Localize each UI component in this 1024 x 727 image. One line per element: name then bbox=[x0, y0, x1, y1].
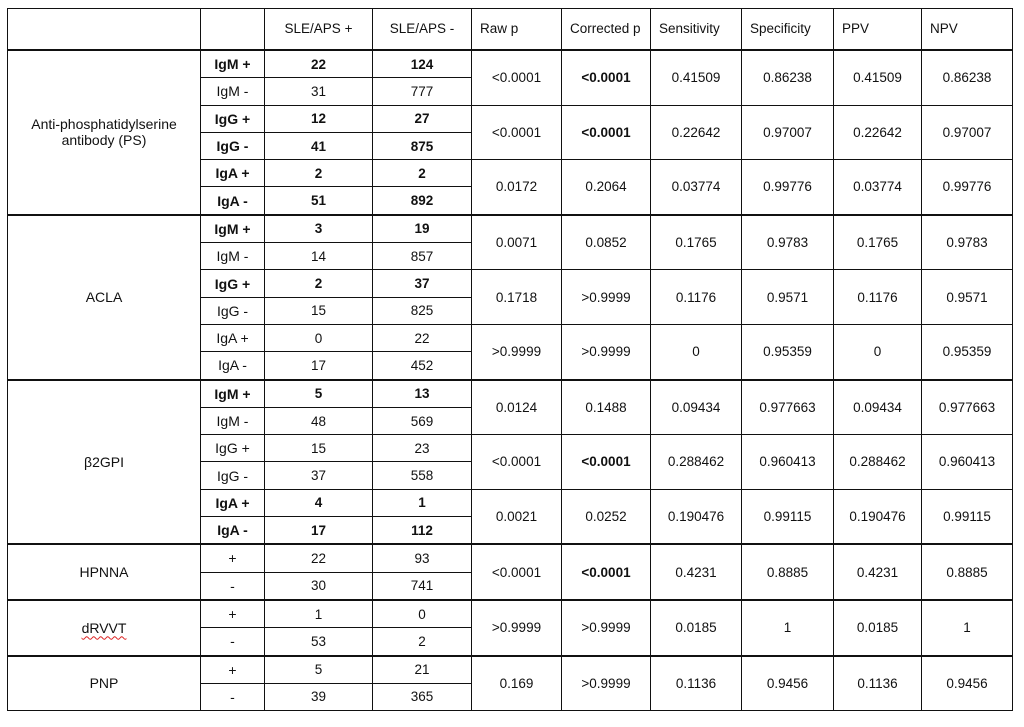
specificity-value: 0.99776 bbox=[742, 160, 834, 215]
sle-aps-neg-count: 741 bbox=[373, 572, 472, 600]
sle-aps-pos-count: 1 bbox=[265, 600, 373, 628]
header-corrected-p: Corrected p bbox=[562, 9, 651, 51]
sle-aps-pos-count: 17 bbox=[265, 352, 373, 380]
sensitivity-value: 0.4231 bbox=[651, 544, 742, 600]
specificity-value: 0.97007 bbox=[742, 105, 834, 160]
sle-aps-pos-count: 31 bbox=[265, 78, 373, 105]
group-name: Anti-phosphatidylserine antibody (PS) bbox=[31, 116, 177, 149]
sle-aps-pos-count: 14 bbox=[265, 243, 373, 270]
ppv-value: 0.190476 bbox=[834, 489, 922, 544]
header-sensitivity: Sensitivity bbox=[651, 9, 742, 51]
table-body bbox=[8, 50, 1013, 711]
marker-cell: IgM + bbox=[201, 215, 265, 243]
sle-aps-neg-count: 22 bbox=[373, 324, 472, 351]
specificity-value: 0.99115 bbox=[742, 489, 834, 544]
ppv-value: 0.09434 bbox=[834, 380, 922, 435]
sle-aps-neg-count: 569 bbox=[373, 407, 472, 434]
header-raw-p: Raw p bbox=[472, 9, 562, 51]
marker-cell: IgM - bbox=[201, 407, 265, 434]
npv-value: 0.9783 bbox=[922, 215, 1013, 270]
group-name: PNP bbox=[89, 675, 119, 692]
sle-aps-pos-count: 0 bbox=[265, 324, 373, 351]
sle-aps-pos-count: 51 bbox=[265, 187, 373, 215]
sensitivity-value: 0.41509 bbox=[651, 50, 742, 105]
raw-p-value: <0.0001 bbox=[472, 544, 562, 600]
sle-aps-pos-count: 30 bbox=[265, 572, 373, 600]
marker-cell: IgA + bbox=[201, 160, 265, 187]
sle-aps-pos-count: 5 bbox=[265, 380, 373, 408]
header-marker bbox=[201, 9, 265, 51]
sle-aps-pos-count: 22 bbox=[265, 50, 373, 78]
npv-value: 0.99115 bbox=[922, 489, 1013, 544]
header-specificity: Specificity bbox=[742, 9, 834, 51]
npv-value: 0.86238 bbox=[922, 50, 1013, 105]
group-name: ACLA bbox=[85, 289, 123, 306]
specificity-value: 0.9456 bbox=[742, 656, 834, 711]
table-row bbox=[8, 656, 1013, 684]
sensitivity-value: 0.03774 bbox=[651, 160, 742, 215]
group-name: dRVVT bbox=[81, 619, 127, 636]
sensitivity-value: 0.1176 bbox=[651, 270, 742, 325]
raw-p-value: <0.0001 bbox=[472, 105, 562, 160]
group-label bbox=[8, 380, 201, 545]
header-row bbox=[8, 9, 1013, 51]
marker-cell: IgM + bbox=[201, 50, 265, 78]
npv-value: 0.95359 bbox=[922, 324, 1013, 379]
specificity-value: 0.9571 bbox=[742, 270, 834, 325]
marker-cell: + bbox=[201, 600, 265, 628]
npv-value: 0.9571 bbox=[922, 270, 1013, 325]
sle-aps-pos-count: 15 bbox=[265, 435, 373, 462]
corrected-p-value: >0.9999 bbox=[562, 600, 651, 656]
ppv-value: 0 bbox=[834, 324, 922, 379]
raw-p-value: >0.9999 bbox=[472, 324, 562, 379]
sle-aps-pos-count: 5 bbox=[265, 656, 373, 684]
group-label bbox=[8, 656, 201, 711]
sensitivity-value: 0.190476 bbox=[651, 489, 742, 544]
sle-aps-neg-count: 93 bbox=[373, 544, 472, 572]
sle-aps-neg-count: 23 bbox=[373, 435, 472, 462]
sensitivity-value: 0.0185 bbox=[651, 600, 742, 656]
marker-cell: IgM - bbox=[201, 243, 265, 270]
ppv-value: 0.4231 bbox=[834, 544, 922, 600]
corrected-p-value: 0.1488 bbox=[562, 380, 651, 435]
header-sle-aps-neg: SLE/APS - bbox=[373, 9, 472, 51]
sensitivity-value: 0 bbox=[651, 324, 742, 379]
group-name: HPNNA bbox=[79, 564, 129, 581]
group-label bbox=[8, 50, 201, 215]
specificity-value: 0.960413 bbox=[742, 435, 834, 490]
sle-aps-neg-count: 558 bbox=[373, 462, 472, 489]
sle-aps-pos-count: 17 bbox=[265, 517, 373, 545]
ppv-value: 0.1136 bbox=[834, 656, 922, 711]
sle-aps-pos-count: 12 bbox=[265, 105, 373, 132]
corrected-p-value: <0.0001 bbox=[562, 544, 651, 600]
sensitivity-value: 0.1136 bbox=[651, 656, 742, 711]
marker-cell: IgG - bbox=[201, 297, 265, 324]
marker-cell: IgM + bbox=[201, 380, 265, 408]
marker-cell: IgG + bbox=[201, 435, 265, 462]
marker-cell: IgG + bbox=[201, 270, 265, 297]
sle-aps-neg-count: 19 bbox=[373, 215, 472, 243]
sle-aps-neg-count: 365 bbox=[373, 683, 472, 710]
raw-p-value: 0.0021 bbox=[472, 489, 562, 544]
ppv-value: 0.41509 bbox=[834, 50, 922, 105]
sle-aps-neg-count: 825 bbox=[373, 297, 472, 324]
sle-aps-neg-count: 777 bbox=[373, 78, 472, 105]
group-label bbox=[8, 600, 201, 656]
table-row bbox=[8, 600, 1013, 628]
sle-aps-neg-count: 2 bbox=[373, 628, 472, 656]
ppv-value: 0.03774 bbox=[834, 160, 922, 215]
sle-aps-neg-count: 892 bbox=[373, 187, 472, 215]
sle-aps-pos-count: 53 bbox=[265, 628, 373, 656]
raw-p-value: 0.1718 bbox=[472, 270, 562, 325]
corrected-p-value: 0.2064 bbox=[562, 160, 651, 215]
sle-aps-neg-count: 452 bbox=[373, 352, 472, 380]
sle-aps-pos-count: 41 bbox=[265, 132, 373, 159]
sle-aps-neg-count: 13 bbox=[373, 380, 472, 408]
corrected-p-value: >0.9999 bbox=[562, 270, 651, 325]
marker-cell: - bbox=[201, 628, 265, 656]
ppv-value: 0.0185 bbox=[834, 600, 922, 656]
table-row bbox=[8, 50, 1013, 78]
sle-aps-pos-count: 2 bbox=[265, 270, 373, 297]
raw-p-value: 0.0071 bbox=[472, 215, 562, 270]
marker-cell: IgA - bbox=[201, 187, 265, 215]
marker-cell: - bbox=[201, 572, 265, 600]
sle-aps-neg-count: 2 bbox=[373, 160, 472, 187]
marker-cell: + bbox=[201, 544, 265, 572]
sle-aps-neg-count: 0 bbox=[373, 600, 472, 628]
table-row bbox=[8, 380, 1013, 408]
corrected-p-value: 0.0852 bbox=[562, 215, 651, 270]
table-row bbox=[8, 215, 1013, 243]
specificity-value: 0.9783 bbox=[742, 215, 834, 270]
corrected-p-value: <0.0001 bbox=[562, 435, 651, 490]
ppv-value: 0.22642 bbox=[834, 105, 922, 160]
raw-p-value: 0.0172 bbox=[472, 160, 562, 215]
specificity-value: 0.977663 bbox=[742, 380, 834, 435]
marker-cell: - bbox=[201, 683, 265, 710]
marker-cell: IgM - bbox=[201, 78, 265, 105]
sle-aps-pos-count: 22 bbox=[265, 544, 373, 572]
marker-cell: + bbox=[201, 656, 265, 684]
group-label bbox=[8, 215, 201, 380]
specificity-value: 0.95359 bbox=[742, 324, 834, 379]
npv-value: 0.960413 bbox=[922, 435, 1013, 490]
header-npv: NPV bbox=[922, 9, 1013, 51]
header-group bbox=[8, 9, 201, 51]
sensitivity-value: 0.288462 bbox=[651, 435, 742, 490]
npv-value: 0.97007 bbox=[922, 105, 1013, 160]
raw-p-value: <0.0001 bbox=[472, 435, 562, 490]
sle-aps-neg-count: 27 bbox=[373, 105, 472, 132]
sle-aps-pos-count: 15 bbox=[265, 297, 373, 324]
sle-aps-neg-count: 112 bbox=[373, 517, 472, 545]
specificity-value: 0.86238 bbox=[742, 50, 834, 105]
raw-p-value: 0.169 bbox=[472, 656, 562, 711]
ppv-value: 0.288462 bbox=[834, 435, 922, 490]
header-sle-aps-pos: SLE/APS + bbox=[265, 9, 373, 51]
sle-aps-pos-count: 2 bbox=[265, 160, 373, 187]
corrected-p-value: 0.0252 bbox=[562, 489, 651, 544]
sle-aps-neg-count: 124 bbox=[373, 50, 472, 78]
specificity-value: 0.8885 bbox=[742, 544, 834, 600]
marker-cell: IgA - bbox=[201, 517, 265, 545]
sle-aps-pos-count: 39 bbox=[265, 683, 373, 710]
sle-aps-neg-count: 37 bbox=[373, 270, 472, 297]
sensitivity-value: 0.22642 bbox=[651, 105, 742, 160]
table-row bbox=[8, 544, 1013, 572]
group-label bbox=[8, 544, 201, 600]
raw-p-value: 0.0124 bbox=[472, 380, 562, 435]
marker-cell: IgA - bbox=[201, 352, 265, 380]
sensitivity-value: 0.1765 bbox=[651, 215, 742, 270]
corrected-p-value: >0.9999 bbox=[562, 656, 651, 711]
specificity-value: 1 bbox=[742, 600, 834, 656]
marker-cell: IgG - bbox=[201, 462, 265, 489]
raw-p-value: <0.0001 bbox=[472, 50, 562, 105]
header-ppv: PPV bbox=[834, 9, 922, 51]
results-table bbox=[7, 8, 1013, 711]
npv-value: 0.9456 bbox=[922, 656, 1013, 711]
raw-p-value: >0.9999 bbox=[472, 600, 562, 656]
corrected-p-value: <0.0001 bbox=[562, 50, 651, 105]
sle-aps-neg-count: 857 bbox=[373, 243, 472, 270]
sle-aps-pos-count: 4 bbox=[265, 489, 373, 516]
corrected-p-value: >0.9999 bbox=[562, 324, 651, 379]
sle-aps-pos-count: 3 bbox=[265, 215, 373, 243]
sle-aps-neg-count: 875 bbox=[373, 132, 472, 159]
marker-cell: IgG - bbox=[201, 132, 265, 159]
sle-aps-pos-count: 48 bbox=[265, 407, 373, 434]
npv-value: 0.99776 bbox=[922, 160, 1013, 215]
sle-aps-pos-count: 37 bbox=[265, 462, 373, 489]
corrected-p-value: <0.0001 bbox=[562, 105, 651, 160]
npv-value: 0.8885 bbox=[922, 544, 1013, 600]
marker-cell: IgG + bbox=[201, 105, 265, 132]
npv-value: 0.977663 bbox=[922, 380, 1013, 435]
ppv-value: 0.1176 bbox=[834, 270, 922, 325]
sle-aps-neg-count: 21 bbox=[373, 656, 472, 684]
marker-cell: IgA + bbox=[201, 324, 265, 351]
ppv-value: 0.1765 bbox=[834, 215, 922, 270]
marker-cell: IgA + bbox=[201, 489, 265, 516]
npv-value: 1 bbox=[922, 600, 1013, 656]
sle-aps-neg-count: 1 bbox=[373, 489, 472, 516]
sensitivity-value: 0.09434 bbox=[651, 380, 742, 435]
group-name: β2GPI bbox=[84, 453, 124, 470]
